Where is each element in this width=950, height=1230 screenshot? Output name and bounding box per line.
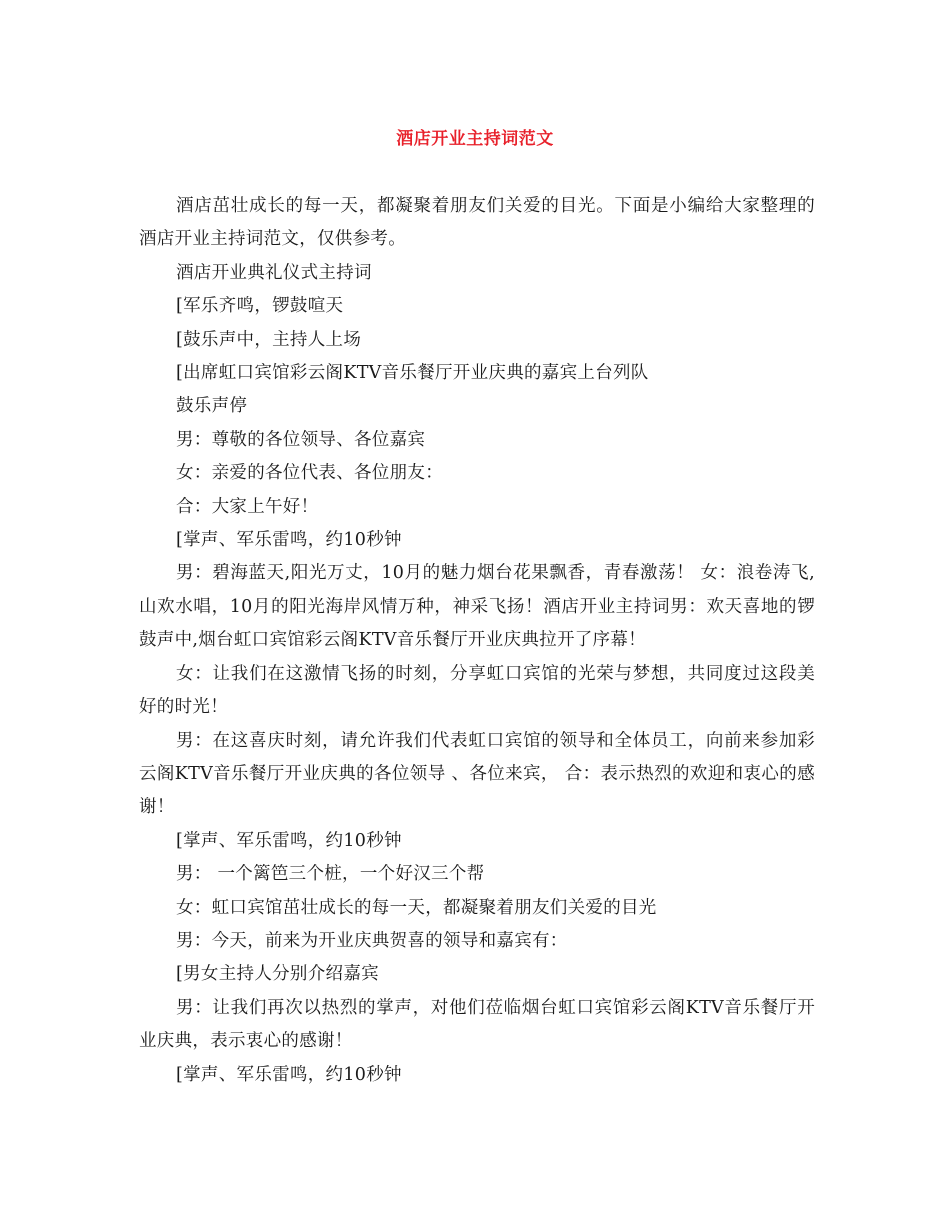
document-title: 酒店开业主持词范文 [396,129,554,149]
dialogue-line: 男：让我们再次以热烈的掌声，对他们莅临烟台虹口宾馆彩云阁KTV音乐餐厅开业庆典，表示衷心的感谢！ [139,997,815,1052]
document-body [139,190,815,1092]
stage-direction: 鼓乐声停 [176,396,248,417]
dialogue-line: 男：碧海蓝天,阳光万丈，10月的魅力烟台花果飘香，青春激荡！ 女：浪卷涛飞,山欢水唱，10月的阳光海岸风情万种，神采飞扬！酒店开业主持词男：欢天喜地的锣鼓声中,烟台虹口宾馆彩云阁KTV音乐餐厅开业庆典拉开了序幕！ [139,563,815,651]
stage-direction: [掌声、军乐雷鸣，约10秒钟 [176,530,402,551]
dialogue-line: 男：在这喜庆时刻，请允许我们代表虹口宾馆的领导和全体员工，向前来参加彩云阁KTV音乐餐厅开业庆典的各位领导 、各位来宾， 合：表示热烈的欢迎和衷心的感谢！ [139,730,815,818]
stage-direction: [男女主持人分别介绍嘉宾 [176,964,379,985]
dialogue-line: 合：大家上午好！ [176,496,319,517]
stage-direction: [掌声、军乐雷鸣，约10秒钟 [176,1064,402,1085]
stage-direction: [鼓乐声中，主持人上场 [176,329,362,350]
paragraph-heading: 酒店开业典礼仪式主持词 [176,262,372,283]
stage-direction: [军乐齐鸣，锣鼓喧天 [176,296,344,317]
dialogue-line: 男：今天，前来为开业庆典贺喜的领导和嘉宾有： [176,930,568,951]
dialogue-line: 男：尊敬的各位领导、各位嘉宾 [176,429,426,450]
stage-direction: [出席虹口宾馆彩云阁KTV音乐餐厅开业庆典的嘉宾上台列队 [176,363,649,384]
stage-direction: [掌声、军乐雷鸣，约10秒钟 [176,830,402,851]
paragraph-intro: 酒店茁壮成长的每一天，都凝聚着朋友们关爱的目光。下面是小编给大家整理的酒店开业主持词范文，仅供参考。 [139,196,815,250]
dialogue-line: 女：让我们在这激情飞扬的时刻，分享虹口宾馆的光荣与梦想，共同度过这段美好的时光！ [139,663,815,718]
dialogue-line: 女：亲爱的各位代表、各位朋友： [176,463,443,484]
dialogue-line: 男： 一个篱笆三个桩，一个好汉三个帮 [176,864,485,885]
dialogue-line: 女：虹口宾馆茁壮成长的每一天，都凝聚着朋友们关爱的目光 [176,897,657,918]
